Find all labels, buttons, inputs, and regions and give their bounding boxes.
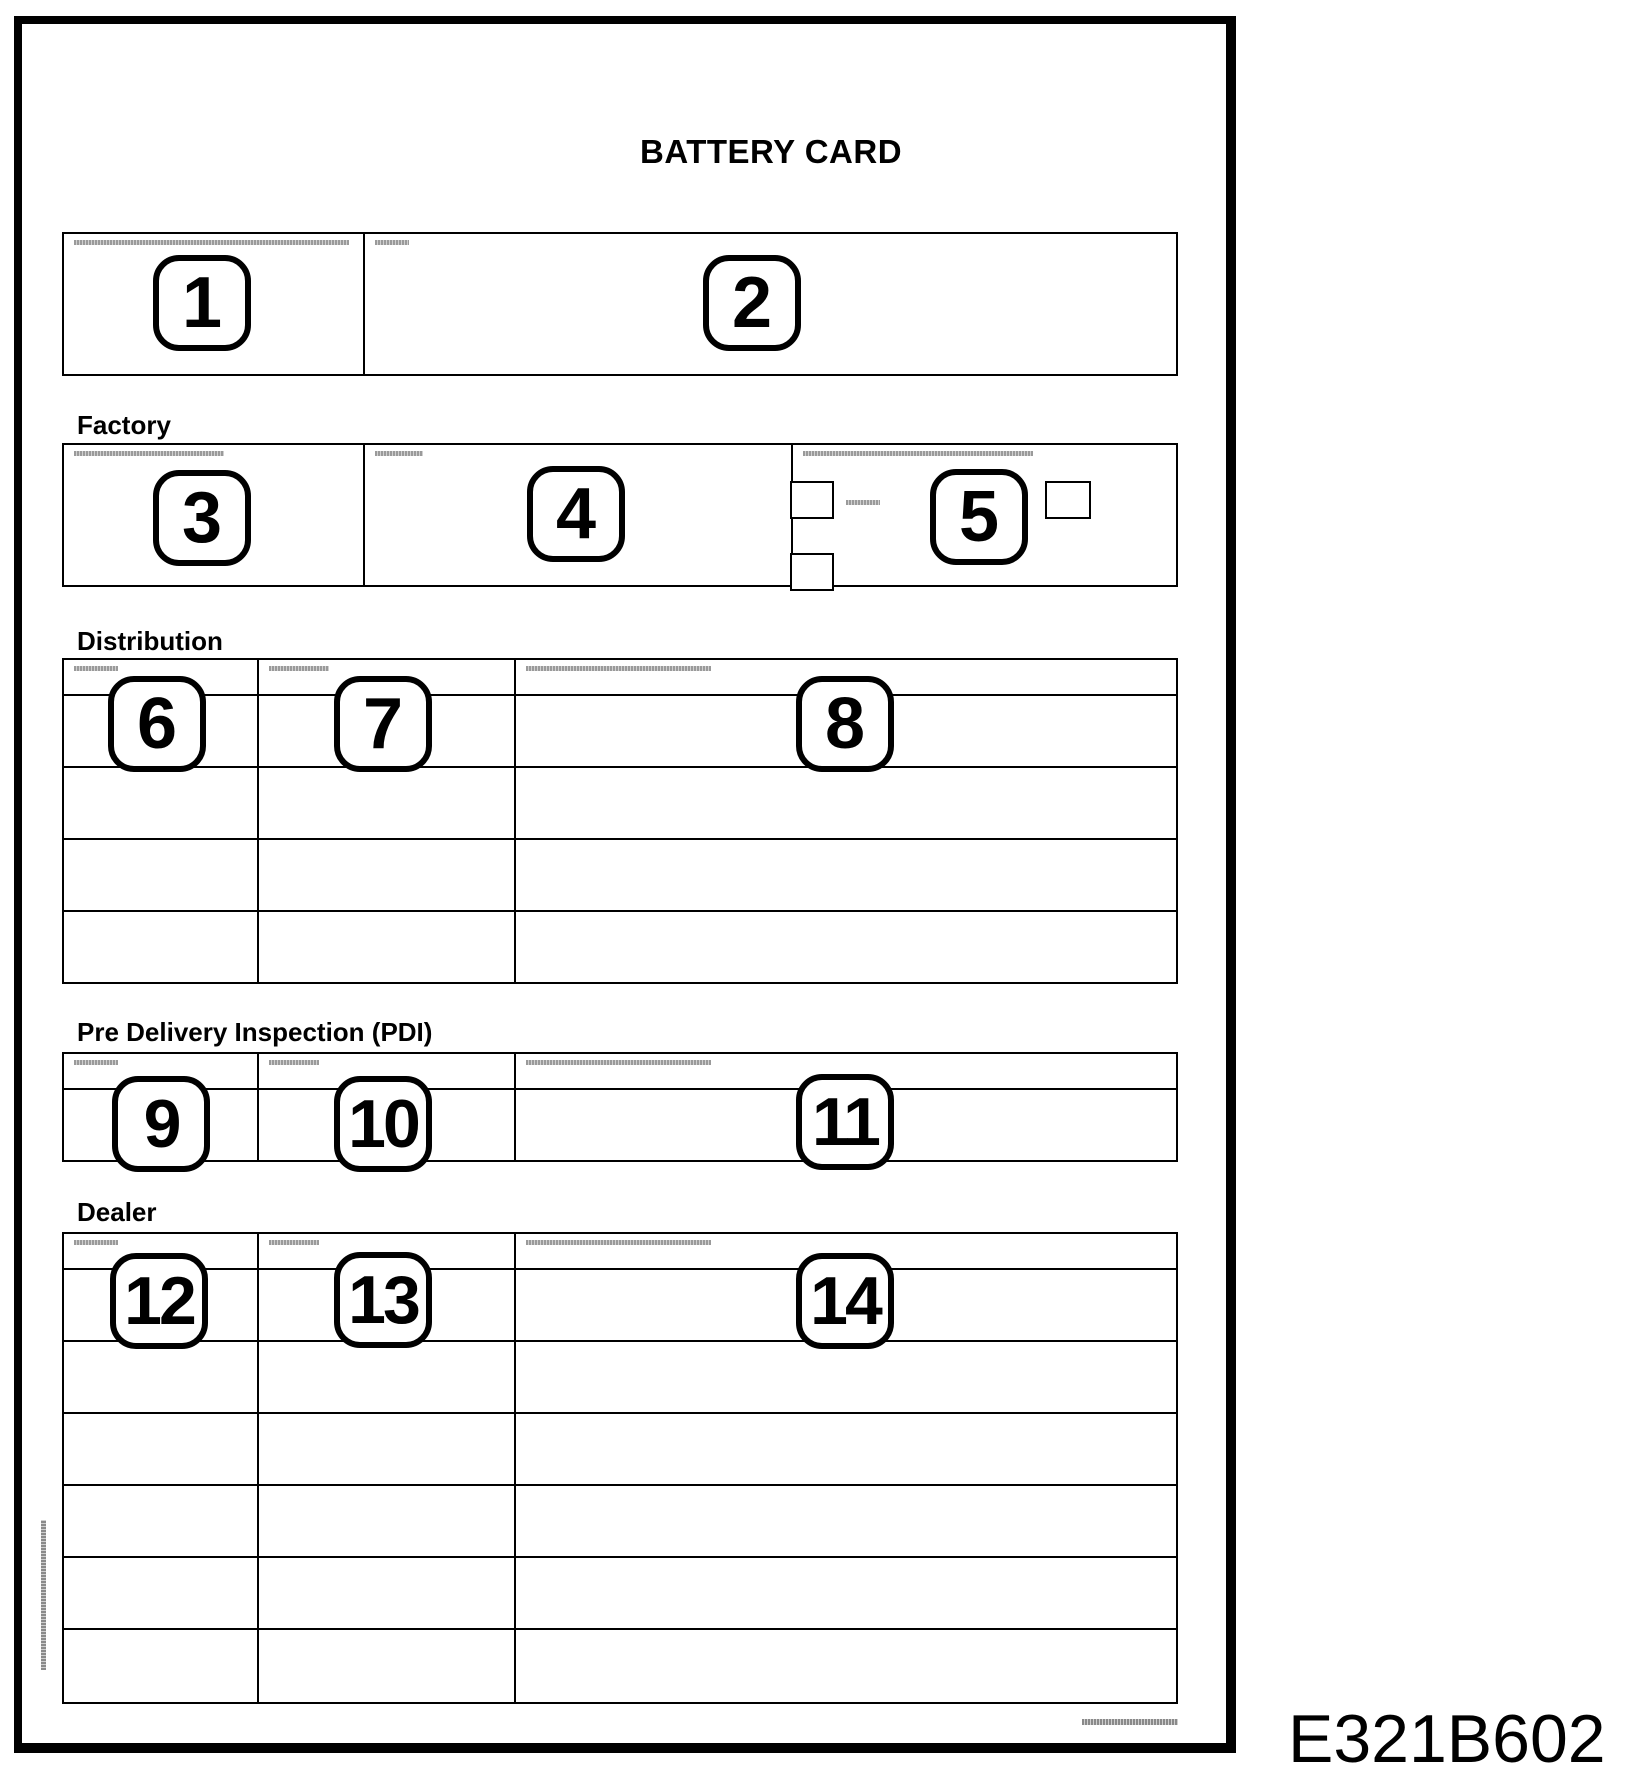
- table-row: [63, 1629, 1177, 1703]
- table-cell[interactable]: [258, 1341, 515, 1413]
- distribution-table: [62, 658, 1178, 984]
- table-cell[interactable]: [258, 1413, 515, 1485]
- callout-5: 5: [930, 469, 1028, 565]
- table-cell[interactable]: [258, 839, 515, 911]
- table-cell[interactable]: [63, 839, 258, 911]
- section-label-dealer: Dealer: [77, 1197, 157, 1227]
- checkbox-caption: [846, 500, 880, 505]
- dealer-table: [62, 1232, 1178, 1704]
- pdi-table: [62, 1052, 1178, 1162]
- table-row: [63, 839, 1177, 911]
- callout-4: 4: [527, 466, 625, 562]
- table-row: [63, 1557, 1177, 1629]
- checkbox-b[interactable]: [790, 553, 834, 591]
- table-cell[interactable]: [258, 911, 515, 983]
- table-row: [63, 1341, 1177, 1413]
- table-cell[interactable]: [63, 1629, 258, 1703]
- callout-7: 7: [334, 676, 432, 772]
- table-cell[interactable]: [515, 911, 1177, 983]
- table-cell[interactable]: [515, 1557, 1177, 1629]
- callout-14: 14: [796, 1253, 894, 1349]
- callout-11: 11: [796, 1074, 894, 1170]
- card-title: BATTERY CARD: [640, 133, 903, 170]
- table-cell[interactable]: [258, 1629, 515, 1703]
- table-row: [63, 767, 1177, 839]
- table-cell[interactable]: [63, 1485, 258, 1557]
- table-cell[interactable]: [515, 1413, 1177, 1485]
- table-cell[interactable]: [258, 1485, 515, 1557]
- section-label-factory: Factory: [77, 410, 171, 440]
- table-row: [63, 1413, 1177, 1485]
- table-cell[interactable]: [63, 767, 258, 839]
- table-row: [63, 1485, 1177, 1557]
- callout-8: 8: [796, 676, 894, 772]
- footer-printer-mark: [1082, 1719, 1178, 1725]
- table-cell[interactable]: [515, 839, 1177, 911]
- table-cell[interactable]: [63, 1341, 258, 1413]
- table-cell[interactable]: [63, 1413, 258, 1485]
- table-cell[interactable]: [515, 1341, 1177, 1413]
- table-cell[interactable]: [258, 767, 515, 839]
- table-cell[interactable]: [515, 1629, 1177, 1703]
- table-cell[interactable]: [515, 1485, 1177, 1557]
- table-cell[interactable]: [258, 1557, 515, 1629]
- section-label-pdi: Pre Delivery Inspection (PDI): [77, 1017, 433, 1047]
- section-label-distribution: Distribution: [77, 626, 223, 656]
- table-row: [63, 911, 1177, 983]
- callout-10: 10: [334, 1076, 432, 1172]
- table-row: [63, 1269, 1177, 1341]
- table-cell[interactable]: [63, 1557, 258, 1629]
- checkbox-c[interactable]: [1045, 481, 1091, 519]
- table-cell[interactable]: [63, 911, 258, 983]
- callout-3: 3: [153, 470, 251, 566]
- margin-printer-mark: [41, 1520, 46, 1670]
- callout-1: 1: [153, 255, 251, 351]
- callout-9: 9: [112, 1076, 210, 1172]
- callout-2: 2: [703, 255, 801, 351]
- checkbox-a[interactable]: [790, 481, 834, 519]
- table-row: [63, 1089, 1177, 1161]
- callout-6: 6: [108, 676, 206, 772]
- figure-code: E321B602: [1288, 1701, 1606, 1777]
- callout-12: 12: [110, 1253, 208, 1349]
- callout-13: 13: [334, 1252, 432, 1348]
- table-row: [63, 695, 1177, 767]
- table-cell[interactable]: [515, 767, 1177, 839]
